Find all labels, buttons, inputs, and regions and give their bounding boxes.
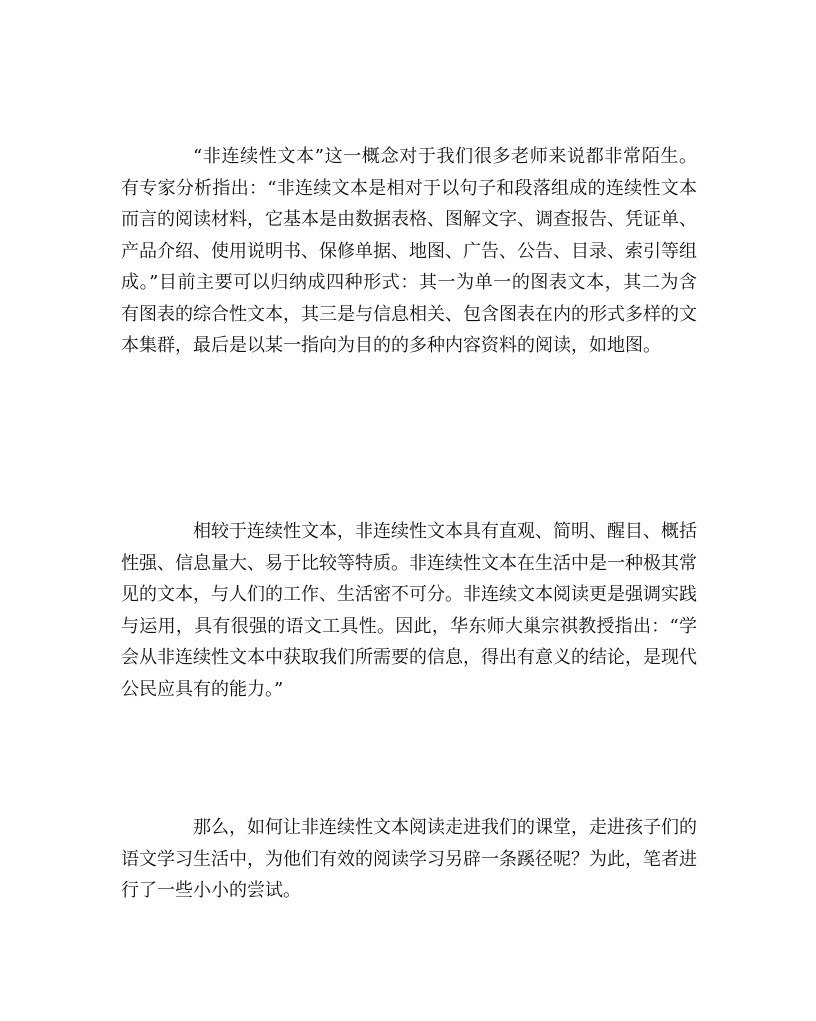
paragraph-1: “非连续性文本”这一概念对于我们很多老师来说都非常陌生。有专家分析指出：“非连续文本是相对于以句子和段落组成的连续性文本而言的阅读材料，它基本是由数据表格、图解文字、调查报告、凭证单、产品介绍、使用说明书、保修单据、地图、广告、公告、目录、索引等组成。”目前主要可以归纳成四种形式：其一为单一的图表文本，其二为含有图表的综合性文本，其三是与信息相关、包含图表在内的形式多样的文本集群，最后是以某一指向为目的的多种内容资料的阅读，如地图。 <box>121 146 697 356</box>
paragraph-3: 那么，如何让非连续性文本阅读走进我们的课堂，走进孩子们的语文学习生活中，为他们有效的阅读学习另辟一条蹊径呢？为此，笔者进行了一些小小的尝试。 <box>121 817 697 901</box>
paragraph-2: 相较于连续性文本，非连续性文本具有直观、简明、醒目、概括性强、信息量大、易于比较等特质。非连续性文本在生活中是一种极其常见的文本，与人们的工作、生活密不可分。非连续文本阅读更是强调实践与运用，具有很强的语文工具性。因此，华东师大巢宗祺教授指出：“学会从非连续性文本中获取我们所需要的信息，得出有意义的结论，是现代公民应具有的能力。” <box>121 521 697 700</box>
